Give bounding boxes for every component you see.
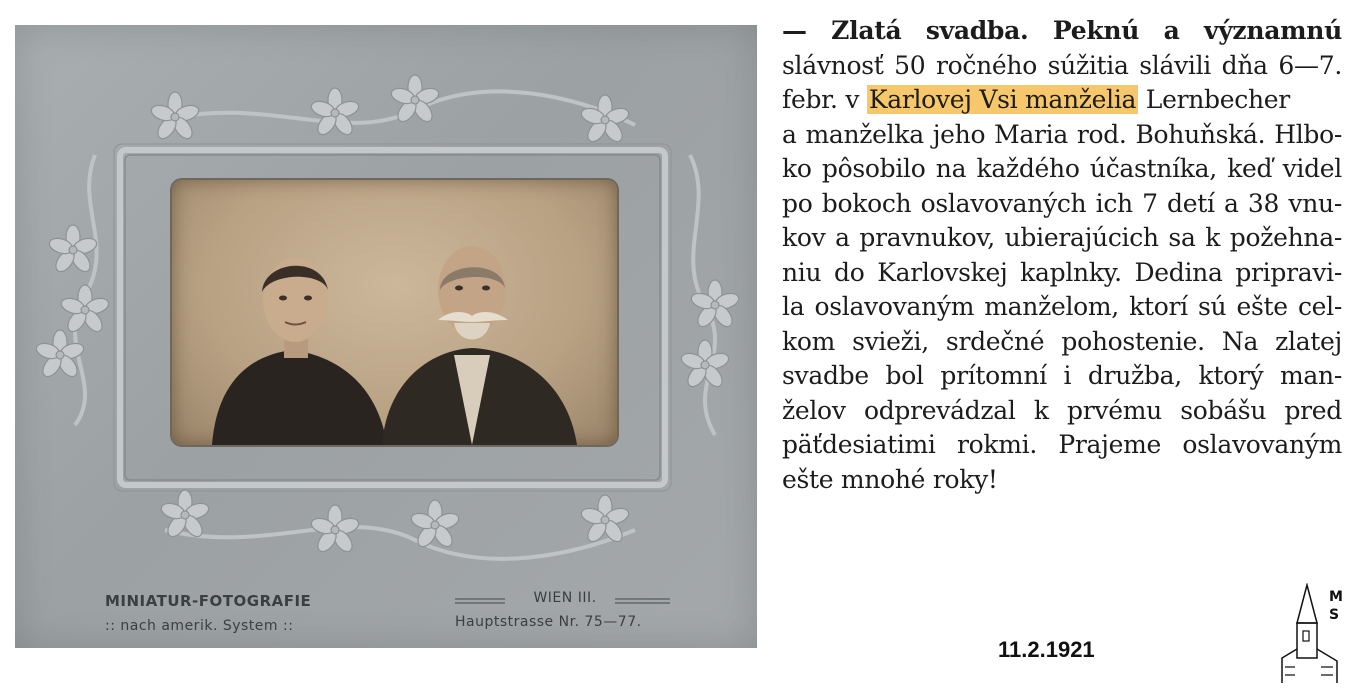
card-caption-studio: MINIATUR-FOTOGRAFIE (105, 592, 312, 610)
card-caption-system: :: nach amerik. System :: (105, 618, 294, 634)
article-line: kom svieži, srdečné pohostenie. Na zlatej (782, 326, 1342, 356)
church-logo-icon (1277, 583, 1347, 687)
card-caption-city: WIEN III. (533, 590, 597, 606)
article-line: ko pôsobilo na každého účastníka, keď videl (782, 154, 1342, 183)
article-line: želov odprevádzal k prvému sobášu pred (782, 395, 1342, 425)
photo-card (15, 25, 757, 648)
article-line: päťdesiatimi rokmi. Prajeme oslavovaným (782, 430, 1342, 459)
newspaper-article (782, 14, 1342, 497)
article-line: a manželka jeho Maria rod. Bohuňská. Hlbo- (782, 119, 1342, 149)
article-line: ešte mnohé roky! (782, 464, 998, 494)
portrait-photo (172, 180, 617, 445)
highlighted-text: Karlovej Vsi manželia (868, 85, 1137, 114)
logo-letter: M (1329, 589, 1343, 605)
article-line: po bokoch oslavovaných ich 7 detí a 38 vnu- (782, 188, 1342, 218)
article-line: la oslavovaným manželom, ktorí sú ešte cel- (782, 292, 1342, 321)
article-line: svadbe bol prítomní i družba, ktorý man- (782, 361, 1342, 390)
couple-portrait (172, 180, 617, 445)
logo-letter: S (1329, 607, 1340, 623)
article-line-highlighted (782, 83, 1342, 118)
card-caption-address: Hauptstrasse Nr. 75—77. (455, 614, 642, 630)
article-line: — Zlatá svadba. Peknú a významnú (782, 16, 1342, 45)
publication-date: 11.2.1921 (998, 637, 1095, 662)
article-line-tail: Lernbecher (1145, 85, 1290, 114)
article-line: niu do Karlovskej kaplnky. Dedina pripravi- (782, 257, 1342, 287)
article-line: kov a pravnukov, ubierajúcich sa k požehna- (782, 223, 1342, 252)
article-line-head: febr. v (782, 85, 860, 114)
article-line: slávnosť 50 ročného súžitia slávili dňa 6—7. (782, 50, 1342, 80)
